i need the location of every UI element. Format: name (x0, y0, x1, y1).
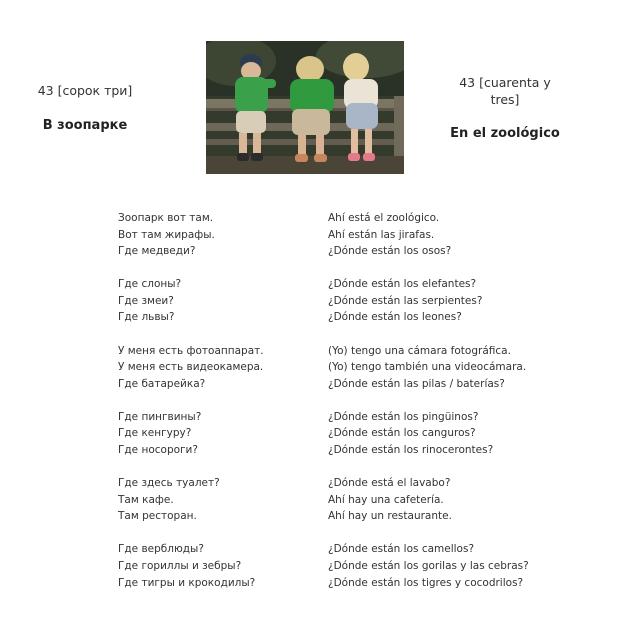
phrase-russian: Где слоны? (118, 278, 182, 291)
lesson-number-spanish-line2: tres] (490, 92, 520, 107)
phrase-spanish: Ahí hay una cafetería. (328, 493, 444, 506)
phrase-row (118, 343, 578, 360)
phrase-spanish: ¿Dónde están los elefantes? (328, 278, 477, 291)
phrase-russian: Там кафе. (118, 493, 174, 506)
lesson-title-russian: В зоопарке (42, 118, 128, 133)
phrase-russian: У меня есть видеокамера. (118, 361, 264, 374)
phrase-spanish: Ahí están las jirafas. (328, 228, 435, 241)
phrase-row (118, 492, 578, 509)
phrase-spanish: ¿Dónde están los camellos? (328, 543, 475, 556)
phrase-russian: Где гориллы и зебры? (118, 560, 242, 572)
phrase-group (118, 210, 578, 260)
phrase-russian: Где верблюды? (118, 543, 204, 556)
phrase-spanish: ¿Dónde están las pilas / baterías? (328, 377, 505, 390)
children-at-zoo-photo (206, 41, 404, 174)
phrase-russian: Вот там жирафы. (118, 228, 215, 241)
phrase-row (118, 409, 578, 426)
phrase-russian: Где медведи? (118, 245, 196, 258)
children-at-zoo-illustration (206, 41, 404, 174)
phrase-group (118, 475, 578, 525)
phrase-spanish: (Yo) tengo también una videocámara. (328, 361, 527, 374)
phrase-group (118, 541, 578, 591)
phrase-row (118, 508, 578, 525)
phrase-spanish: Ahí está el zoológico. (328, 212, 440, 224)
phrase-spanish: ¿Dónde están los canguros? (328, 427, 476, 440)
phrase-row (118, 309, 578, 326)
lesson-header-russian (5, 82, 165, 134)
phrase-row (118, 475, 578, 492)
phrase-row (118, 376, 578, 393)
phrase-row (118, 425, 578, 442)
phrase-spanish: ¿Dónde están los rinocerontes? (328, 444, 494, 457)
phrase-row (118, 442, 578, 459)
phrase-spanish: ¿Dónde están los tigres y cocodrilos? (328, 576, 524, 589)
phrase-russian: Где носороги? (118, 444, 198, 457)
phrase-spanish: ¿Dónde están los gorilas y las cebras? (328, 560, 529, 572)
phrase-russian: У меня есть фотоаппарат. (118, 344, 264, 357)
phrase-russian: Зоопарк вот там. (118, 212, 214, 224)
lesson-number-spanish-line1: 43 [cuarenta y (459, 75, 551, 90)
phrase-row (118, 541, 578, 558)
phrase-row (118, 227, 578, 244)
phrase-russian: Где пингвины? (118, 410, 202, 423)
phrase-russian: Где здесь туалет? (118, 477, 220, 490)
lesson-number-russian: 43 [сорок три] (37, 83, 133, 98)
phrase-row (118, 276, 578, 293)
phrase-row (118, 558, 578, 575)
phrase-row (118, 293, 578, 310)
phrase-group (118, 276, 578, 326)
phrase-list (118, 210, 578, 608)
lesson-title-spanish: En el zoológico (450, 126, 560, 141)
phrase-spanish: ¿Dónde están los leones? (328, 311, 462, 324)
phrase-spanish: (Yo) tengo una cámara fotográfica. (328, 344, 511, 357)
phrase-russian: Там ресторан. (118, 510, 197, 523)
phrase-russian: Где кенгуру? (118, 427, 192, 440)
phrase-russian: Где тигры и крокодилы? (118, 576, 256, 589)
phrase-group (118, 343, 578, 393)
phrase-spanish: ¿Dónde está el lavabo? (328, 477, 451, 490)
phrase-row (118, 243, 578, 260)
phrase-spanish: ¿Dónde están los osos? (328, 245, 452, 258)
phrase-russian: Где батарейка? (118, 377, 206, 390)
phrase-row (118, 575, 578, 592)
phrase-row (118, 210, 578, 227)
phrase-spanish: Ahí hay un restaurante. (328, 510, 452, 523)
phrase-russian: Где змеи? (118, 294, 174, 307)
phrase-group (118, 409, 578, 459)
lesson-header-spanish (425, 74, 585, 142)
phrase-russian: Где львы? (118, 311, 175, 324)
phrase-spanish: ¿Dónde están las serpientes? (328, 294, 483, 307)
phrase-spanish: ¿Dónde están los pingüinos? (328, 410, 479, 423)
phrase-row (118, 359, 578, 376)
